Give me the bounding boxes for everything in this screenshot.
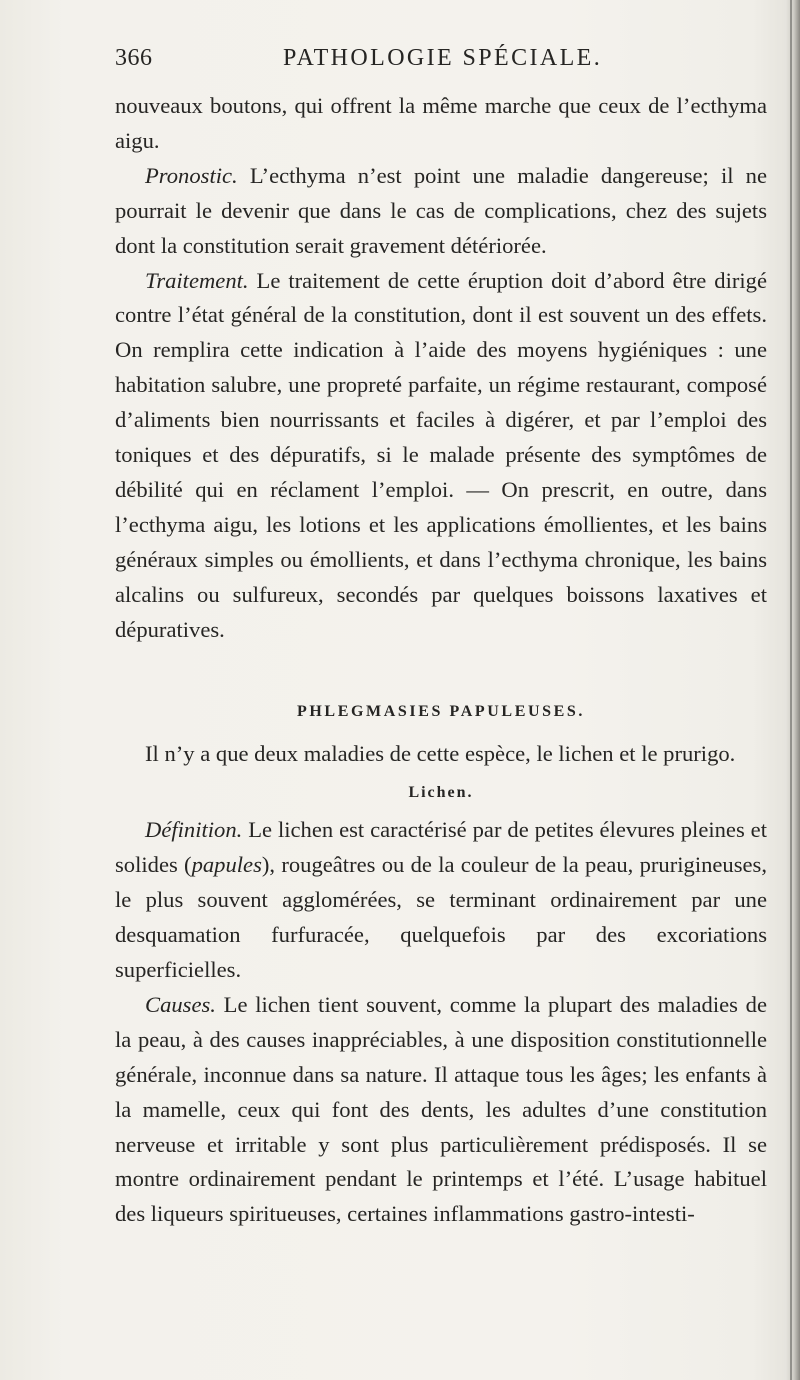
paragraph-lead: Définition.: [145, 817, 243, 843]
paragraph-intro: [115, 737, 767, 772]
running-head: [115, 45, 767, 89]
page-number: 366: [115, 45, 153, 71]
paragraph-text: Le lichen tient souvent, comme la plupart des maladies de la peau, à des causes inappréciables, à une disposition constitutionnelle générale, inconnue dans sa nature. Il attaque tous les âges; les enfants à la mamelle, ceux qui font des dents, les adultes d’une constitution nerveuse et irritable y sont plus particulièrement prédisposés. Il se montre ordinairement pendant le printemps et l’été. L’usage habituel des liqueurs spiritueuses, certaines inflammations gastro-intesti-: [115, 991, 767, 1227]
paragraph-lead: Pronostic.: [145, 162, 238, 188]
paragraph-pronostic: [115, 159, 767, 264]
paragraph-text: L’ecthyma n’est point une maladie dangereuse; il ne pourrait le devenir que dans le cas de complications, chez des sujets dont la constitution serait gravement détériorée.: [115, 162, 767, 258]
paragraph-lead: Causes.: [145, 991, 216, 1017]
page-edge-shadow: [786, 0, 800, 1380]
paragraph-text: Le traitement de cette éruption doit d’abord être dirigé contre l’état général de la constitution, dont il est souvent un des effets. On remplira cette indication à l’aide des moyens hygiéniques : une habitation salubre, une propreté parfaite, un régime restaurant, composé d’aliments bien nourrissants et faciles à digérer, et par l’emploi des toniques et des dépuratifs, si le malade présente des symptômes de débilité qui en réclament l’emploi. — On prescrit, en outre, dans l’ecthyma aigu, les lotions et les applications émollientes, et les bains généraux simples ou émollients, et dans l’ecthyma chronique, les bains alcalins ou sulfureux, secondés par quelques boissons laxatives et dépuratives.: [115, 267, 767, 642]
paragraph-text: ), rougeâtres ou de la couleur de la peau, prurigineuses, le plus souvent agglomérées, se terminant ordinairement par une desquamation furfuracée, quelquefois par des excoriations superficielles.: [115, 852, 767, 983]
paragraph-definition: [115, 813, 767, 988]
paragraph-italic-term: papules: [191, 852, 262, 878]
paragraph-text: Le lichen est caractérisé par de petites élevures pleines et solides (: [115, 817, 767, 878]
paragraph-traitement: [115, 264, 767, 648]
paragraph-text: Il n’y a que deux maladies de cette espèce, le lichen et le prurigo.: [145, 740, 736, 766]
page-edge-line: [790, 0, 792, 1380]
paragraph-lead: Traitement.: [145, 267, 249, 293]
text-column: [115, 45, 767, 1232]
paragraph-continuation: [115, 89, 767, 159]
section-title: PHLEGMASIES PAPULEUSES.: [297, 702, 585, 720]
subsection-title: Lichen.: [408, 784, 474, 802]
paragraph-causes: [115, 988, 767, 1232]
paragraph-text: nouveaux boutons, qui offrent la même marche que ceux de l’ecthyma aigu.: [115, 93, 767, 153]
running-head-title: PATHOLOGIE SPÉCIALE.: [283, 45, 603, 71]
